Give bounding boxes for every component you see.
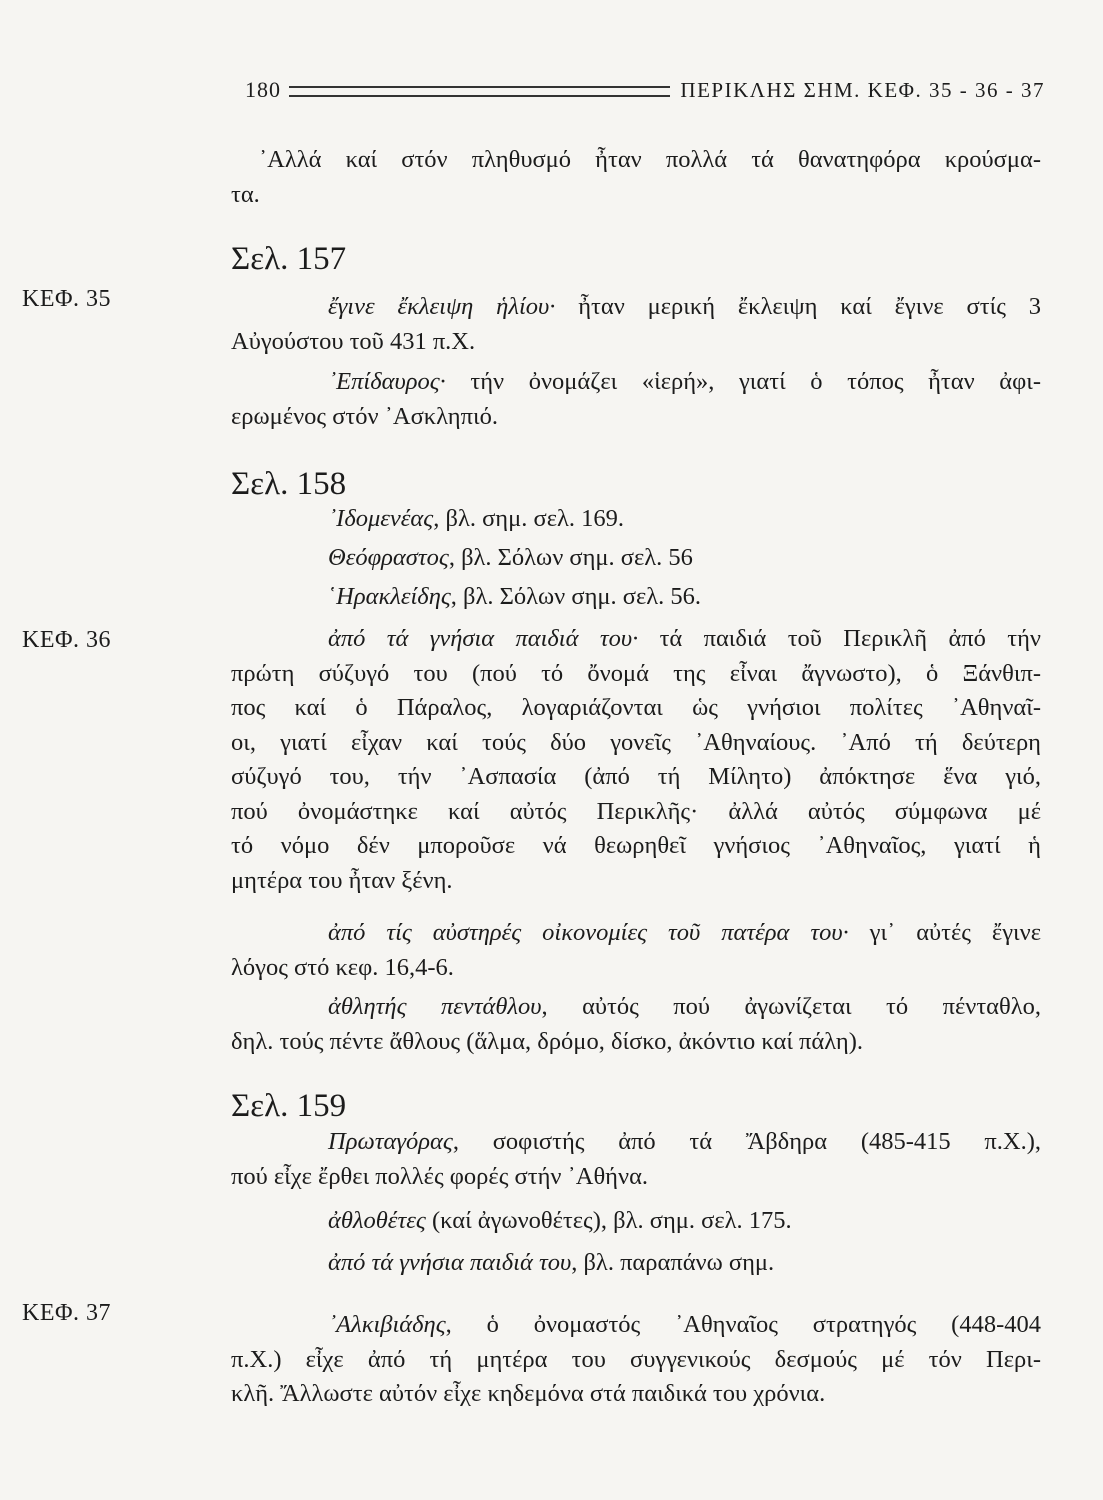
running-title: ΠΕΡΙΚΛΗΣ ΣΗΜ. ΚΕΦ. 35 - 36 - 37 [680, 77, 1045, 102]
note-text: , αὐτός πού ἀγωνίζεται τό πένταθλο, [541, 993, 1041, 1020]
note-line: οι, γιατί εἶχαν καί τούς δύο γονεῖς ᾽Αθηναίους. ᾽Από τή δεύτερη [231, 728, 1041, 756]
note-text: τήν ὀνομάζει «ἱερή», γιατί ὁ τόπος ἦταν ἀφι- [445, 368, 1041, 395]
note-line: πού εἶχε ἔρθει πολλές φορές στήν ᾽Αθήνα. [231, 1162, 649, 1190]
note-term: ᾽Επίδαυρος· [328, 368, 446, 395]
note-line: μητέρα του ἦταν ξένη. [231, 866, 453, 894]
note-term: Πρωταγόρας [328, 1128, 453, 1155]
note-text: , βλ. σημ. σελ. 169. [433, 505, 624, 532]
note-line: δηλ. τούς πέντε ἄθλους (ἅλμα, δρόμο, δίσκο, ἀκόντιο καί πάλη). [231, 1027, 864, 1055]
note-term: ἀθλοθέτες [328, 1207, 426, 1234]
note-text: , βλ. Σόλων σημ. σελ. 56 [448, 544, 693, 571]
note-term: ἀπό τά γνήσια παιδιά του· [328, 625, 639, 652]
note-pentathlete [231, 990, 1041, 1059]
section-heading-157: Σελ. 157 [231, 241, 347, 277]
note-term: ἀπό τά γνήσια παιδιά του [328, 1249, 572, 1276]
note-line: ερωμένος στόν ᾽Ασκληπιό. [231, 402, 498, 430]
note-line: πος καί ὁ Πάραλος, λογαριάζονται ὡς γνήσιοι πολίτες ᾽Αθηναῖ- [231, 694, 1041, 721]
note-text: , ὁ ὀνομαστός ᾽Αθηναῖος στρατηγός (448-404 [445, 1311, 1041, 1338]
note-athlothetes [328, 1204, 792, 1239]
note-eclipse [231, 290, 1041, 359]
intro-line: τα. [231, 180, 260, 208]
note-idomeneus [328, 502, 624, 537]
note-line: Αὐγούστου τοῦ 431 π.Χ. [231, 327, 476, 355]
note-text: (καί ἀγωνοθέτες), βλ. σημ. σελ. 175. [425, 1207, 792, 1234]
note-term: ᾽Αλκιβιάδης [328, 1311, 446, 1338]
note-alcibiades [231, 1308, 1041, 1412]
note-epidaurus [231, 365, 1041, 434]
intro-paragraph [231, 143, 1041, 212]
note-text: τά παιδιά τοῦ Περικλῆ ἀπό τήν [638, 625, 1041, 652]
margin-label-kef37: ΚΕΦ. 37 [22, 1300, 112, 1326]
note-term: ᾽Ιδομενέας [328, 505, 434, 532]
note-text: , βλ. Σόλων σημ. σελ. 56. [450, 583, 702, 610]
note-line: πρώτη σύζυγό του (πού τό ὄνομά της εἶναι ἄγνωστο), ὁ Ξάνθιπ- [231, 659, 1041, 687]
note-legitimate-children-ref [328, 1246, 774, 1281]
note-line: τό νόμο δέν μποροῦσε νά θεωρηθεῖ γνήσιος ᾽Αθηναῖος, γιατί ἡ [231, 832, 1041, 859]
section-heading-158: Σελ. 158 [231, 466, 347, 502]
note-line: σύζυγό του, τήν ᾽Ασπασία (ἀπό τή Μίλητο) ἀπόκτησε ἕνα γιό, [231, 763, 1041, 790]
note-term: ῾Ηρακλείδης [328, 583, 451, 610]
page-header [245, 74, 1045, 106]
section-heading-159: Σελ. 159 [231, 1088, 347, 1124]
note-line: πού ὀνομάστηκε καί αὐτός Περικλῆς· ἀλλά αὐτός σύμφωνα μέ [231, 797, 1041, 825]
note-text: , βλ. παραπάνω σημ. [571, 1249, 775, 1276]
header-double-rule [289, 86, 670, 97]
note-text: , σοφιστής ἀπό τά Ἄβδηρα (485-415 π.Χ.), [452, 1128, 1041, 1155]
note-line: λόγος στό κεφ. 16,4-6. [231, 953, 454, 981]
note-line: κλῆ. Ἄλλωστε αὐτόν εἶχε κηδεμόνα στά παιδικά του χρόνια. [231, 1380, 826, 1407]
note-text: γι᾽ αὐτές ἔγινε [848, 919, 1042, 946]
note-text: ἦταν μερική ἔκλειψη καί ἔγινε στίς 3 [555, 293, 1041, 320]
note-strict-economies [231, 916, 1041, 985]
note-term: ἀθλητής πεντάθλου [328, 993, 542, 1020]
note-protagoras [231, 1125, 1041, 1194]
note-term: Θεόφραστος [328, 544, 449, 571]
margin-label-kef35: ΚΕΦ. 35 [22, 286, 112, 312]
note-term: ἔγινε ἔκλειψη ἡλίου· [328, 293, 556, 320]
note-legitimate-children [231, 622, 1041, 898]
page-number: 180 [245, 77, 281, 102]
margin-label-kef36: ΚΕΦ. 36 [22, 627, 112, 653]
note-line: π.Χ.) εἶχε ἀπό τή μητέρα του συγγενικούς δεσμούς μέ τόν Περι- [231, 1345, 1041, 1373]
note-theophrastus [328, 541, 693, 576]
note-heracleides [328, 580, 701, 615]
note-term: ἀπό τίς αὐστηρές οἰκονομίες τοῦ πατέρα του· [328, 919, 849, 946]
intro-line: ᾽Αλλά καί στόν πληθυσμό ἦταν πολλά τά θανατηφόρα κρούσμα- [259, 146, 1041, 173]
